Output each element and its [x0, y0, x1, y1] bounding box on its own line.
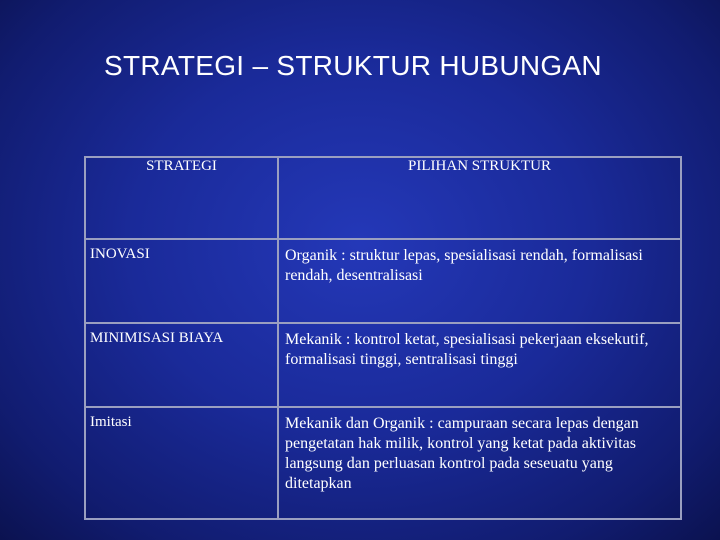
- structure-cell: Organik : struktur lepas, spesialisasi rendah, formalisasi rendah, desentralisasi: [278, 239, 681, 323]
- header-structure-choice: PILIHAN STRUKTUR: [278, 157, 681, 239]
- header-strategy: STRATEGI: [85, 157, 278, 239]
- strategy-structure-table: [84, 156, 682, 520]
- structure-cell: Mekanik dan Organik : campuraan secara lepas dengan pengetatan hak milik, kontrol yang ketat pada aktivitas langsung dan perluasan kontrol pada seseuatu yang ditetapkan: [278, 407, 681, 519]
- table-header-row: [85, 157, 681, 239]
- table-row: [85, 239, 681, 323]
- strategy-cell: INOVASI: [85, 239, 278, 323]
- strategy-cell: Imitasi: [85, 407, 278, 519]
- structure-cell: Mekanik : kontrol ketat, spesialisasi pekerjaan eksekutif, formalisasi tinggi, sentralisasi tinggi: [278, 323, 681, 407]
- table-row: [85, 323, 681, 407]
- slide-title: STRATEGI – STRUKTUR HUBUNGAN: [104, 50, 602, 81]
- table-row: [85, 407, 681, 519]
- strategy-cell: MINIMISASI BIAYA: [85, 323, 278, 407]
